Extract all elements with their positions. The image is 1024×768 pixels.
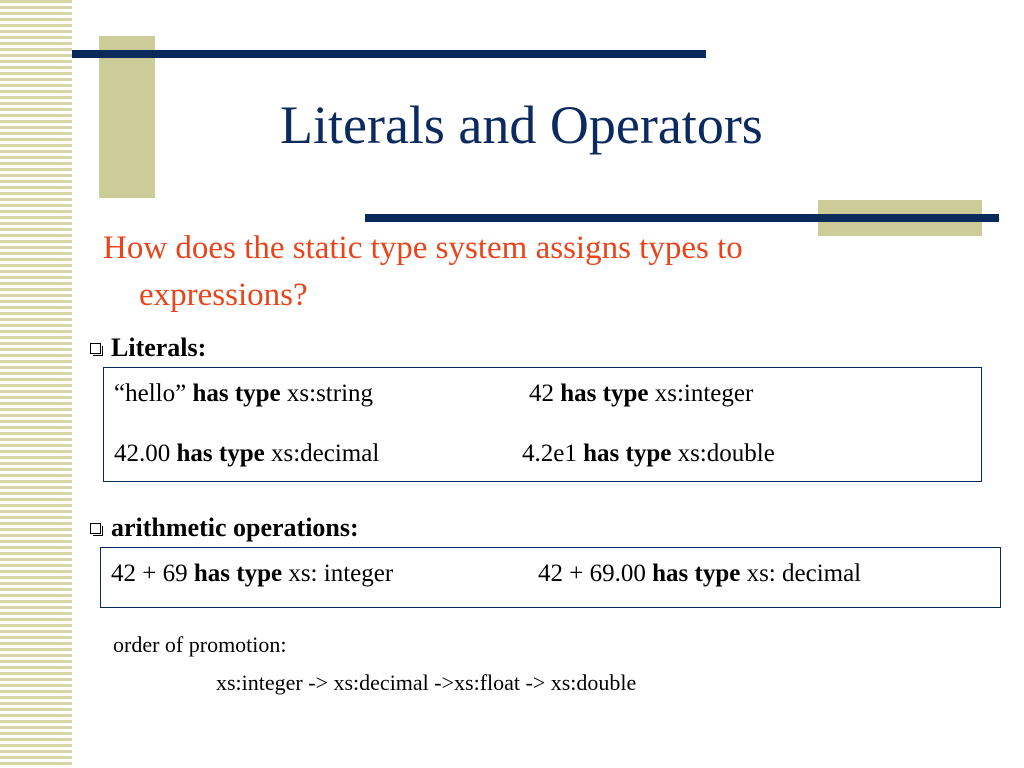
khaki-block-top: [99, 36, 155, 198]
question-text: [103, 225, 953, 319]
arithmetic-heading: [90, 513, 359, 543]
question-line-1: How does the static type system assigns types to: [103, 230, 743, 266]
literals-heading-label: Literals:: [111, 333, 207, 362]
literal-item: “hello” has type xs:string: [114, 380, 374, 407]
arithmetic-item: 42 + 69.00 has type xs: decimal: [538, 560, 862, 587]
literal-item: 4.2e1 has type xs:double: [522, 440, 775, 467]
literal-item: 42 has type xs:integer: [529, 380, 754, 407]
arithmetic-heading-label: arithmetic operations:: [111, 513, 359, 542]
literals-box: [103, 367, 982, 482]
arithmetic-box: [100, 547, 1001, 608]
promotion-chain: xs:integer -> xs:decimal ->xs:float -> xs:double: [216, 670, 637, 695]
left-stripe-decoration: [0, 0, 72, 768]
navy-bar-bottom: [365, 214, 999, 222]
square-bullet-icon: [90, 523, 101, 534]
navy-bar-top: [72, 50, 706, 58]
slide-title: Literals and Operators: [280, 95, 763, 155]
promotion-label: order of promotion:: [113, 632, 287, 657]
literals-heading: [90, 333, 206, 363]
arithmetic-item: 42 + 69 has type xs: integer: [111, 560, 394, 587]
question-line-2: expressions?: [139, 277, 308, 313]
literal-item: 42.00 has type xs:decimal: [114, 440, 380, 467]
square-bullet-icon: [90, 343, 101, 354]
